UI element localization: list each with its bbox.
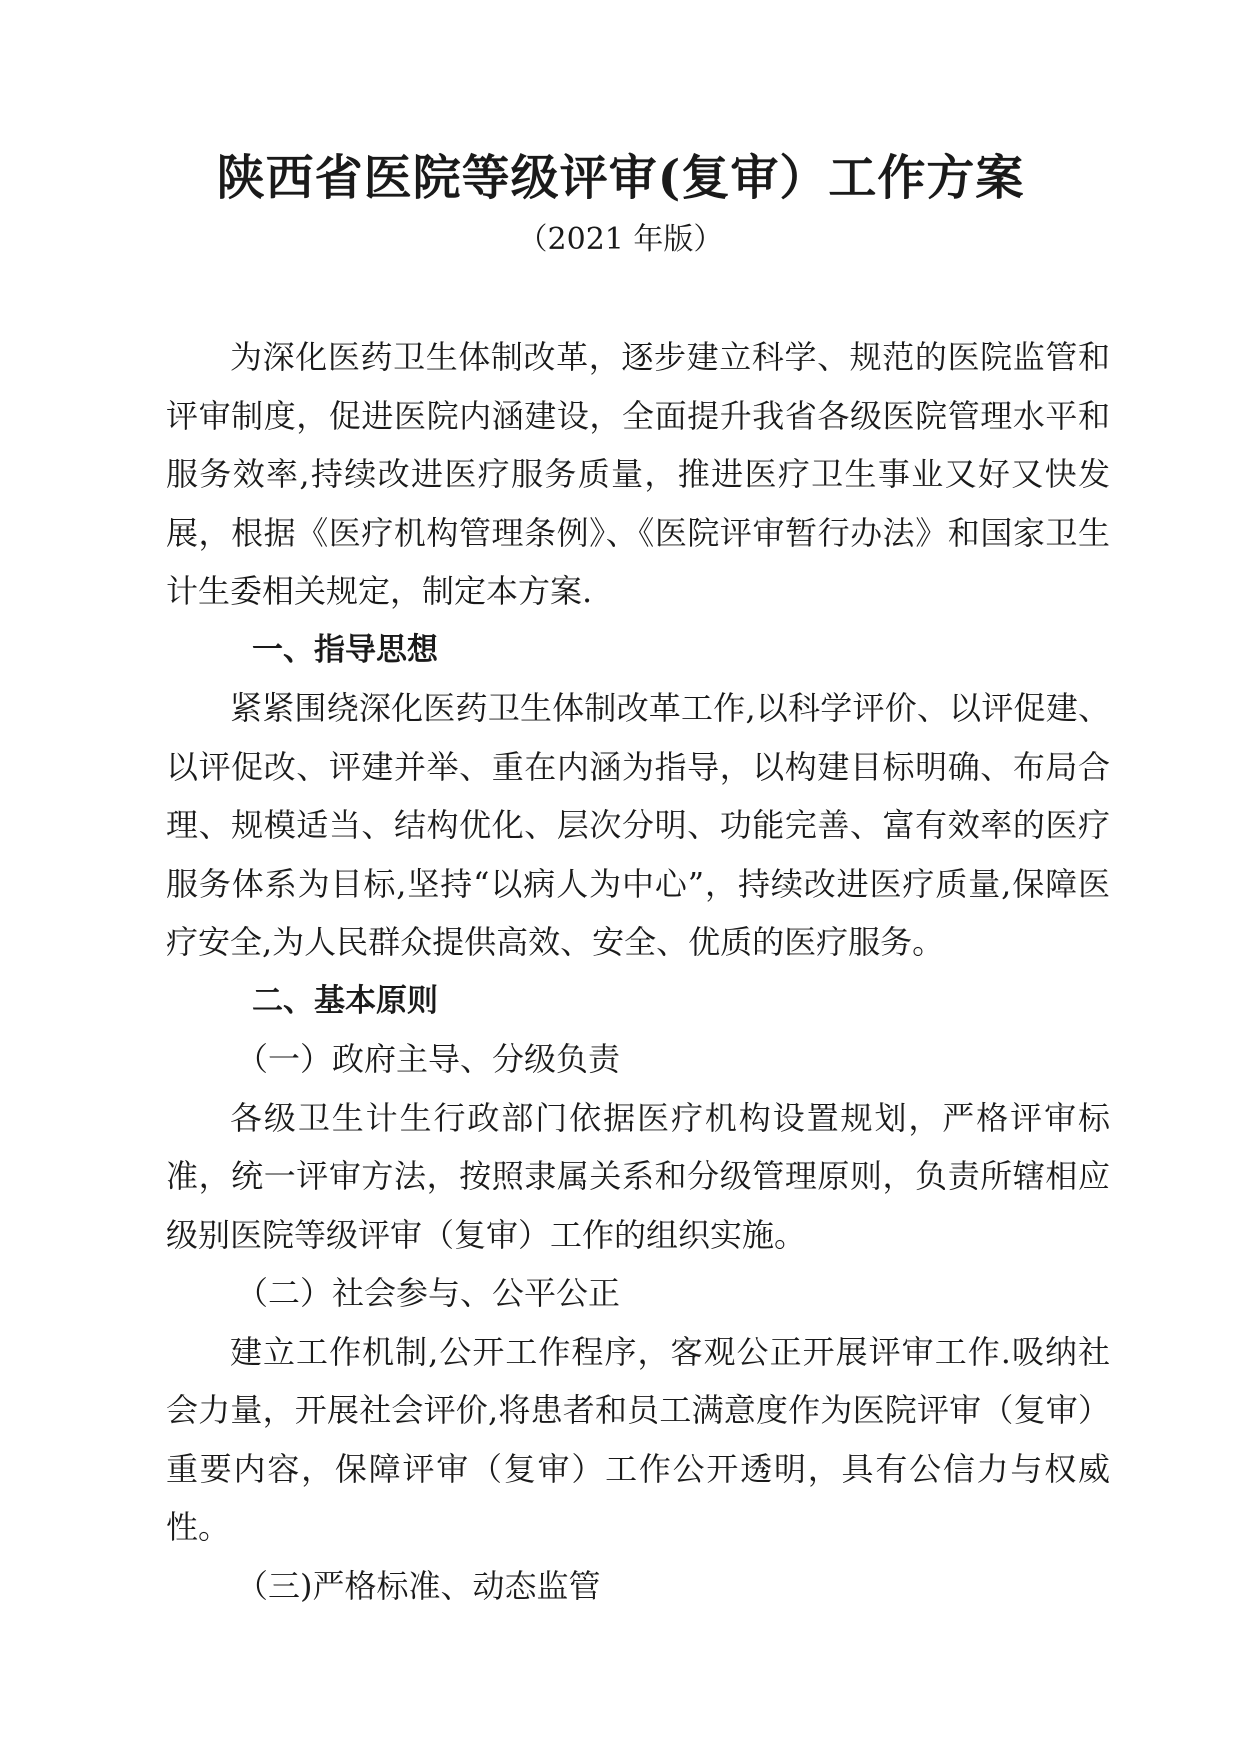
guiding-ideology-paragraph: 紧紧围绕深化医药卫生体制改革工作,以科学评价、以评促建、以评促改、评建并举、重在内涵为指导，以构建目标明确、布局合理、规模适当、结构优化、层次分明、功能完善、富有效率的医疗服务体系为目标,坚持“以病人为中心”，持续改进医疗质量,保障医疗安全,为人民群众提供高效、安全、优质的医疗服务。 [166, 689, 1110, 961]
social-participation-paragraph: 建立工作机制,公开工作程序，客观公正开展评审工作.吸纳社会力量，开展社会评价,将患者和员工满意度作为医院评审（复审）重要内容，保障评审（复审）工作公开透明，具有公信力与权威性。 [166, 1332, 1110, 1546]
government-led-paragraph: 各级卫生计生行政部门依据医疗机构设置规划，严格评审标准，统一评审方法，按照隶属关系和分级管理原则，负责所辖相应级别医院等级评审（复审）工作的组织实施。 [166, 1098, 1110, 1254]
document-title: 陕西省医院等级评审(复审）工作方案 [216, 150, 1025, 206]
subsection-heading-social-participation: （二）社会参与、公平公正 [236, 1274, 621, 1312]
subsection-heading-government-led: （一）政府主导、分级负责 [236, 1040, 621, 1078]
document-body [166, 328, 1110, 1615]
section-heading-guiding-ideology: 一、指导思想 [252, 631, 438, 668]
document-subtitle: （2021 年版） [517, 222, 724, 257]
subsection-heading-strict-standards: （三)严格标准、动态监管 [236, 1566, 601, 1605]
intro-paragraph: 为深化医药卫生体制改革，逐步建立科学、规范的医院监管和评审制度，促进医院内涵建设，全面提升我省各级医院管理水平和服务效率,持续改进医疗服务质量，推进医疗卫生事业又好又快发展，根据《医疗机构管理条例》、《医院评审暂行办法》和国家卫生计生委相关规定，制定本方案. [166, 338, 1110, 610]
section-heading-basic-principles: 二、基本原则 [252, 982, 438, 1019]
